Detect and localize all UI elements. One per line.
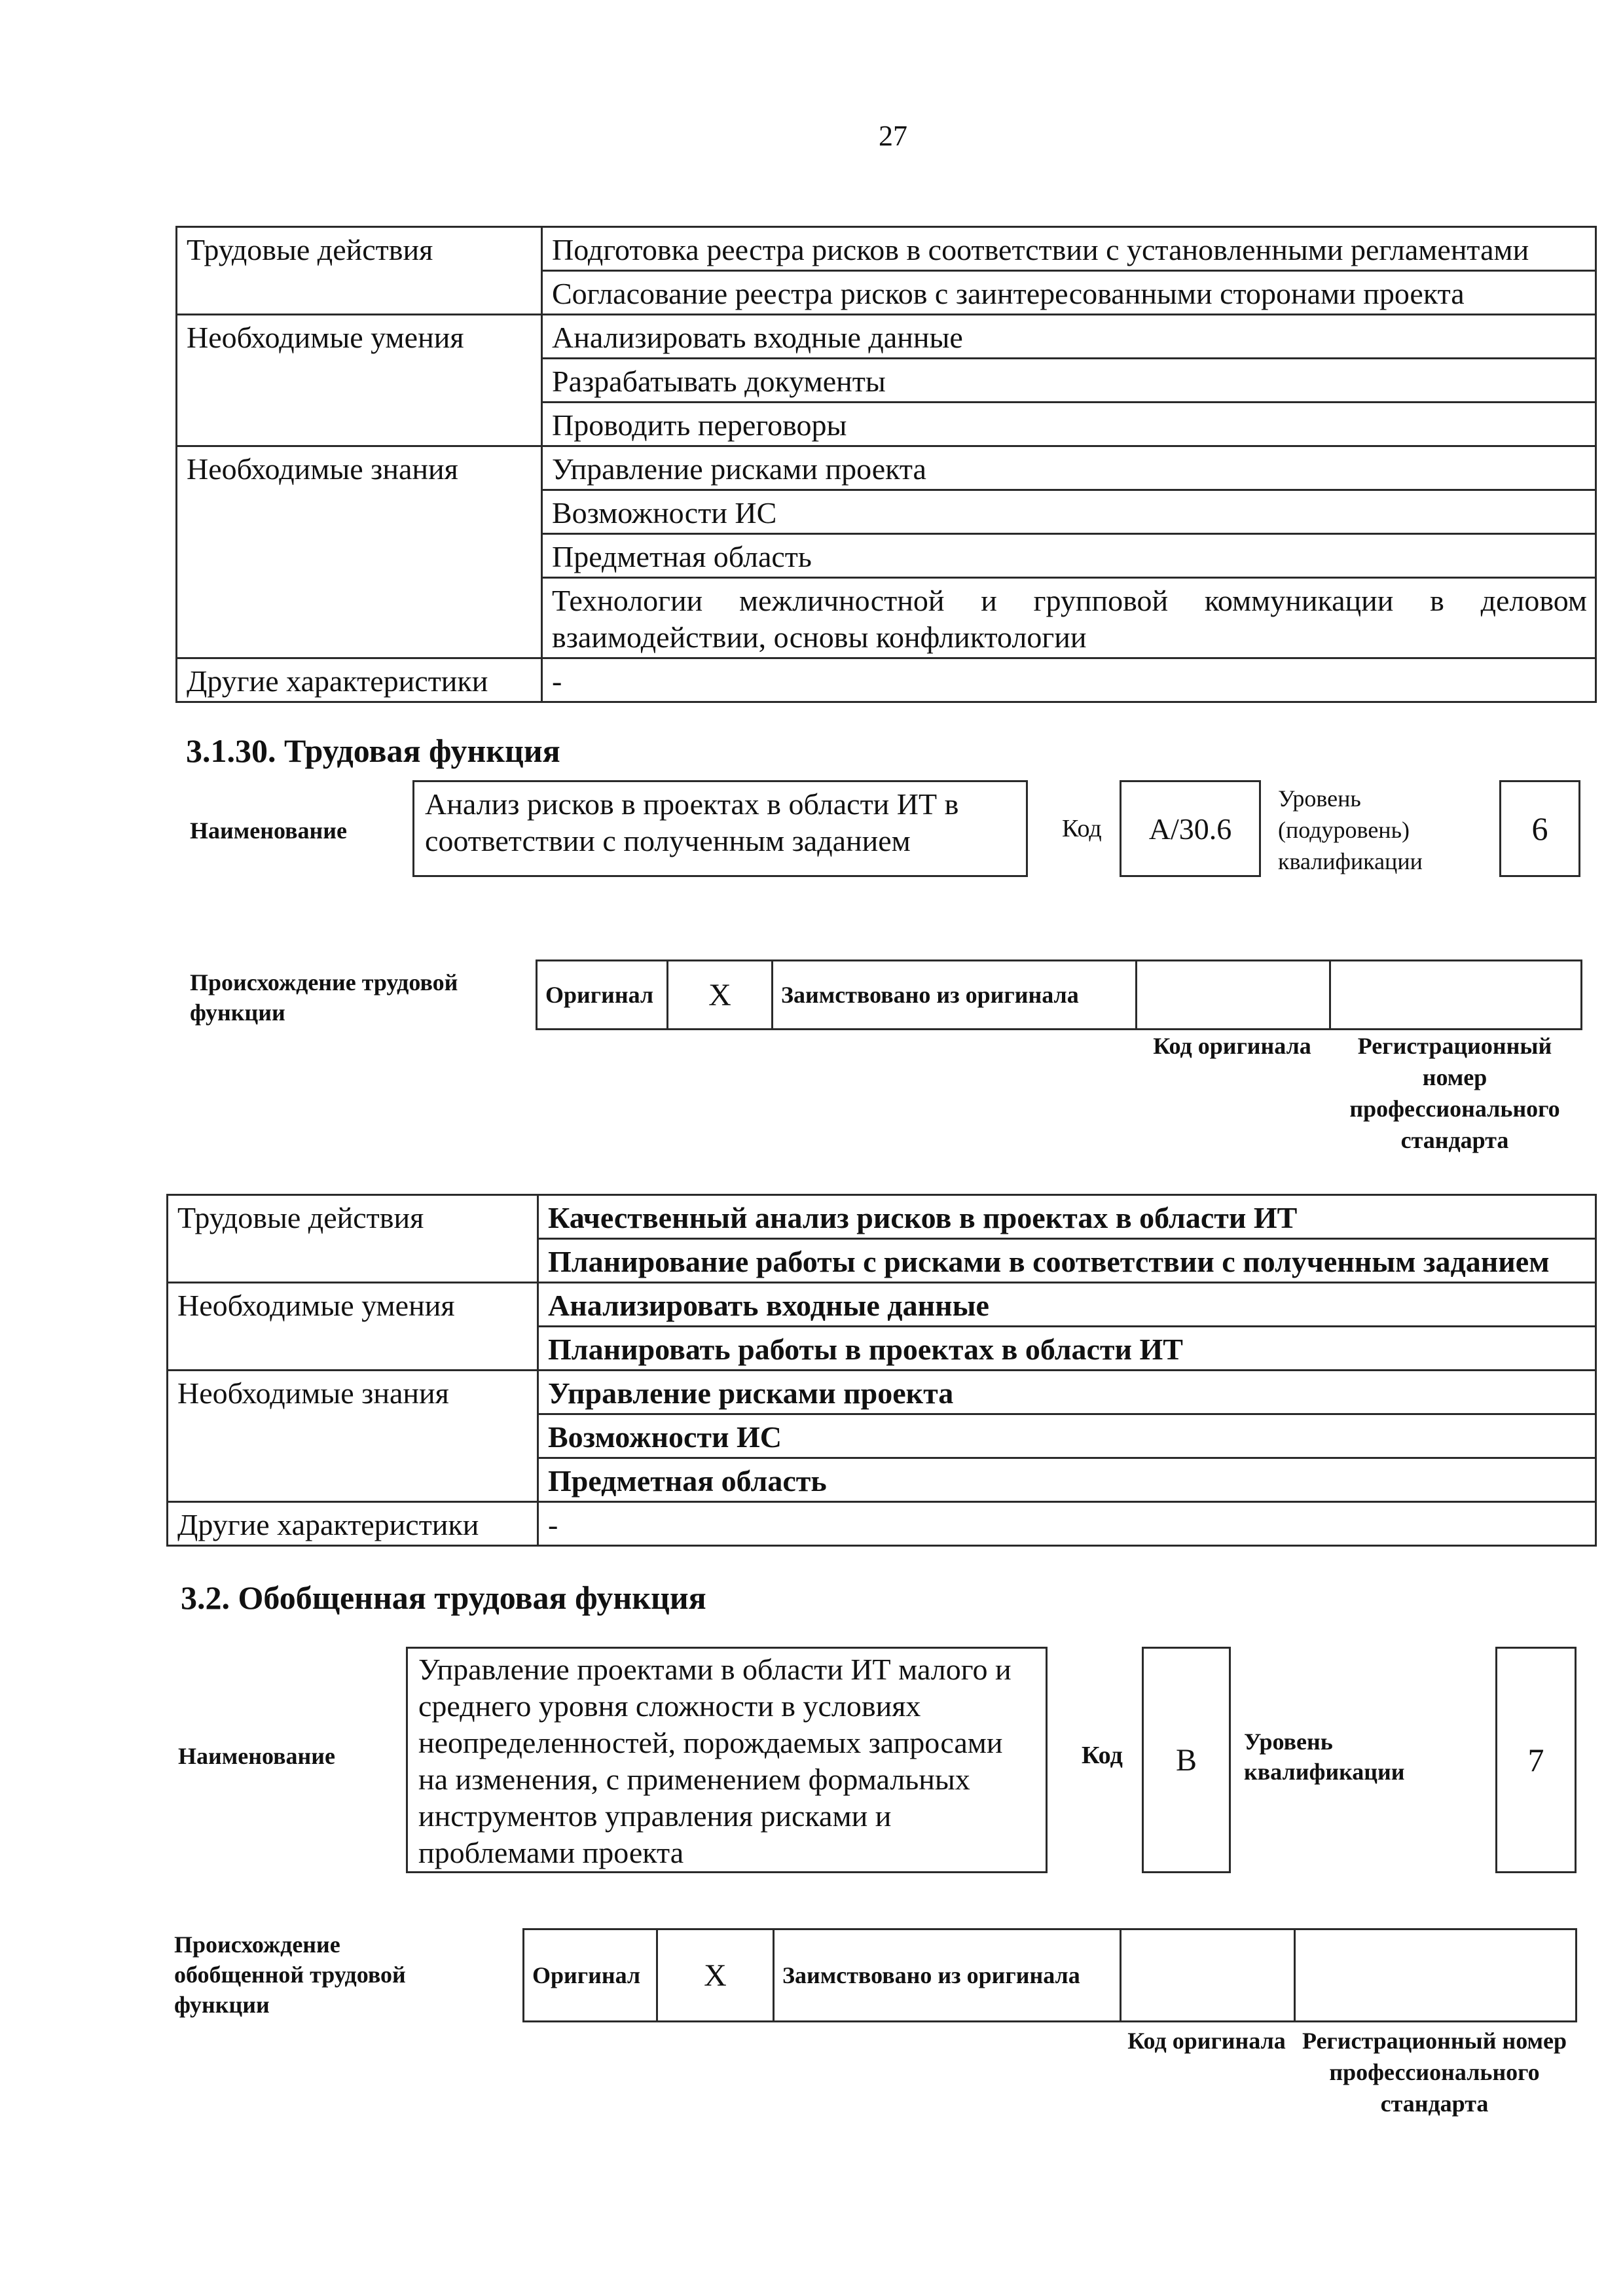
level-box: 7: [1495, 1647, 1577, 1873]
row-label: Необходимые умения: [177, 315, 542, 446]
caption-code: Код оригинала: [1153, 1033, 1311, 1059]
section-heading: 3.1.30. Трудовая функция: [186, 732, 560, 769]
name-label: Наименование: [178, 1743, 335, 1769]
row-item: Технологии межличностной и групповой коммуникации в деловом взаимодействии, основы конфликтологии: [542, 578, 1596, 658]
function-name-box: Управление проектами в области ИТ малого и среднего уровня сложности в условиях неопределенностей, порождаемых запросами на изменения, с применением формальных инструментов управления рисками и проблемами проекта: [406, 1647, 1048, 1873]
competency-table-1: [175, 226, 1597, 703]
origin-reg-cell: [1295, 1929, 1577, 2022]
table-row: [168, 1283, 1596, 1327]
origin-table: [522, 1928, 1577, 2022]
row-label: Трудовые действия: [168, 1195, 538, 1283]
row-item: Предметная область: [538, 1458, 1596, 1502]
row-item: Планировать работы в проектах в области ИТ: [538, 1327, 1596, 1371]
row-label: Другие характеристики: [168, 1502, 538, 1546]
row-label: Другие характеристики: [177, 658, 542, 702]
code-box: B: [1142, 1647, 1231, 1873]
page-number: 27: [879, 120, 907, 152]
row-item: -: [538, 1502, 1596, 1546]
row-label: Необходимые знания: [177, 446, 542, 658]
row-item: Планирование работы с рисками в соответствии с полученным заданием: [538, 1239, 1596, 1283]
origin-borrowed: Заимствовано из оригинала: [773, 961, 1137, 1030]
table-row: [177, 227, 1596, 271]
origin-label: Происхождение обобщенной трудовой функции: [174, 1931, 406, 2018]
origin-reg-cell: [1330, 961, 1582, 1030]
origin-code-cell: [1137, 961, 1330, 1030]
row-item: Проводить переговоры: [542, 403, 1596, 446]
row-item: Анализировать входные данные: [542, 315, 1596, 359]
origin-borrowed: Заимствовано из оригинала: [774, 1929, 1121, 2022]
origin-mark: X: [668, 961, 773, 1030]
table-row: [168, 1195, 1596, 1239]
competency-table-2: [166, 1194, 1597, 1547]
code-label: Код: [1062, 815, 1102, 842]
row-item: Согласование реестра рисков с заинтересованными сторонами проекта: [542, 271, 1596, 315]
row-item: Качественный анализ рисков в проектах в области ИТ: [538, 1195, 1596, 1239]
caption-reg: Регистрационный номер профессионального стандарта: [1302, 2028, 1567, 2117]
row-item: Возможности ИС: [538, 1414, 1596, 1458]
row-label: Необходимые знания: [168, 1371, 538, 1502]
origin-mark: X: [657, 1929, 774, 2022]
origin-label: Происхождение трудовой функции: [190, 969, 458, 1026]
level-label: Уровень (подуровень) квалификации: [1278, 785, 1423, 874]
code-label: Код: [1082, 1742, 1123, 1769]
level-label: Уровень квалификации: [1244, 1729, 1405, 1785]
row-item: Управление рисками проекта: [538, 1371, 1596, 1414]
row-label: Необходимые умения: [168, 1283, 538, 1371]
origin-original: Оригинал: [524, 1929, 657, 2022]
row-item: Разрабатывать документы: [542, 359, 1596, 403]
row-item: Анализировать входные данные: [538, 1283, 1596, 1327]
name-label: Наименование: [190, 817, 347, 844]
caption-reg: Регистрационный номер профессионального стандарта: [1349, 1033, 1560, 1153]
origin-code-cell: [1121, 1929, 1295, 2022]
function-name-box: Анализ рисков в проектах в области ИТ в соответствии с полученным заданием: [412, 780, 1028, 877]
row-label: Трудовые действия: [177, 227, 542, 315]
code-box: A/30.6: [1120, 780, 1261, 877]
row-item: Возможности ИС: [542, 490, 1596, 534]
table-row: [177, 658, 1596, 702]
origin-original: Оригинал: [537, 961, 668, 1030]
origin-table: [536, 960, 1582, 1030]
table-row: [168, 1502, 1596, 1546]
row-item: Подготовка реестра рисков в соответствии с установленными регламентами: [542, 227, 1596, 271]
row-item: -: [542, 658, 1596, 702]
caption-code: Код оригинала: [1127, 2028, 1286, 2054]
table-row: [177, 446, 1596, 490]
row-item: Управление рисками проекта: [542, 446, 1596, 490]
table-row: [168, 1371, 1596, 1414]
section-heading: 3.2. Обобщенная трудовая функция: [181, 1579, 706, 1616]
row-item: Предметная область: [542, 534, 1596, 578]
table-row: [177, 315, 1596, 359]
level-box: 6: [1499, 780, 1580, 877]
